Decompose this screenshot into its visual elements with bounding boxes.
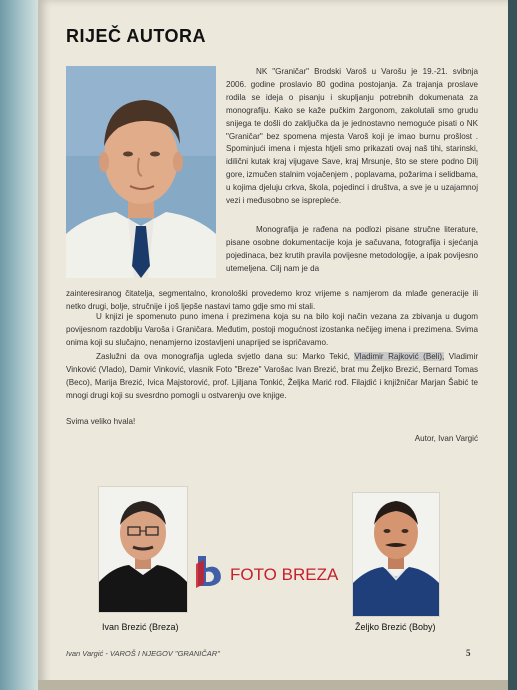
- author-portrait: [66, 66, 216, 278]
- paragraph-intro: NK "Graničar" Brodski Varoš u Varošu je 19.-21. svibnja 2006. godine proslavio 80 godina postojanja. Za trajanja proslave rodila se ideja o pisanju i skupljanju potrebnih dokumenata za monografiju. Kako se kaže pučkim žargonom, zakolutali smo grudu snijega te došli do zaključka da je jednostavno nemoguće pisati o NK "Graničar" bez spomena mjesta Varoš koji je imao burnu prošlost . Spominjući imena i mjesta htjeli smo prikazati ovaj naš tihi, starinski, idilični kutak kraj vijugave Save, kraj Mrsunje, što se stere podno Dilj gore, izmučen stalnim vojačenjem , poplavama, požarima i selidbama, u kojima djeluju crkva, škola, pojedinci i društva, a sve je u uzajamnoj vezi i međusobno se isprepleće.: [226, 67, 478, 206]
- photo-zeljko-brezic: [352, 492, 440, 617]
- breza-b-icon: [194, 554, 228, 588]
- credits-text-start: Zaslužni da ova monografija ugleda svjetlo dana su: Marko Tekić,: [96, 352, 355, 361]
- caption-zeljko-brezic: Željko Brezić (Boby): [355, 622, 436, 632]
- thanks-line: Svima veliko hvala!: [66, 417, 136, 426]
- paragraph-names: U knjizi je spomenuto puno imena i prezimena koja su na bilo koji način vezana za zbivanja u dugom povijesnom razdoblju Varoša i Graničara. Međutim, postoji mogućnost izostanka nečijeg imena i prezimena. Svima onima koji su slučajno, nenamjerno izostavljeni unaprijed se ispričavamo.: [66, 312, 478, 347]
- page-title: RIJEČ AUTORA: [66, 26, 207, 46]
- paragraph-method-start: Monografija je rađena na podlozi pisane stručne literature, pisane osobne dokumentacije koja je sačuvana, fotografija i sjećanja pojedinaca, bez krutih pravila povijesne metodologije, a ipak povijesno utemeljena. Cilj nam je da: [226, 225, 478, 273]
- logo-text: FOTO BREZA: [230, 565, 339, 584]
- footer-book-title: Ivan Vargić - VAROŠ I NJEGOV "GRANIČAR": [66, 649, 220, 658]
- credits-text-end: Vladimir Vinković (Vlado), Damir Vinković, vlasnik Foto "Breze" Varošac Ivan Brezić, brat mu Željko Brezić, Bernard Tomas (Beco), Marija Brezić, Ivica Majstorović, prof. Ljiljana Tonkić, Željka Marić rođ. Filajdić i knjižničar Marjan Šabić te mnogi drugi koji su svesrdno pomogli u ostvarenju ove knjige.: [66, 352, 479, 400]
- foto-breza-logo: [194, 554, 344, 588]
- paragraph-credits: [66, 351, 478, 403]
- paragraph-method-continued: zainteresiranog čitatelja, segmentalno, kronološki provedemo kroz vrijeme s namjerom da mlađe generacije ili netko drugi, bolje, stručnije i još ljepše nastavi tamo gdje smo mi stali.: [66, 289, 478, 311]
- photo-ivan-brezic: [98, 486, 188, 613]
- highlighted-name: Vladimir Rajković (Beli),: [354, 352, 445, 361]
- background-edge: [508, 0, 517, 690]
- page-bottom-band: [38, 680, 508, 690]
- book-spine: [0, 0, 40, 690]
- author-signature: Autor, Ivan Vargić: [414, 434, 478, 443]
- page-number: 5: [466, 648, 471, 658]
- caption-ivan-brezic: Ivan Brezić (Breza): [102, 622, 179, 632]
